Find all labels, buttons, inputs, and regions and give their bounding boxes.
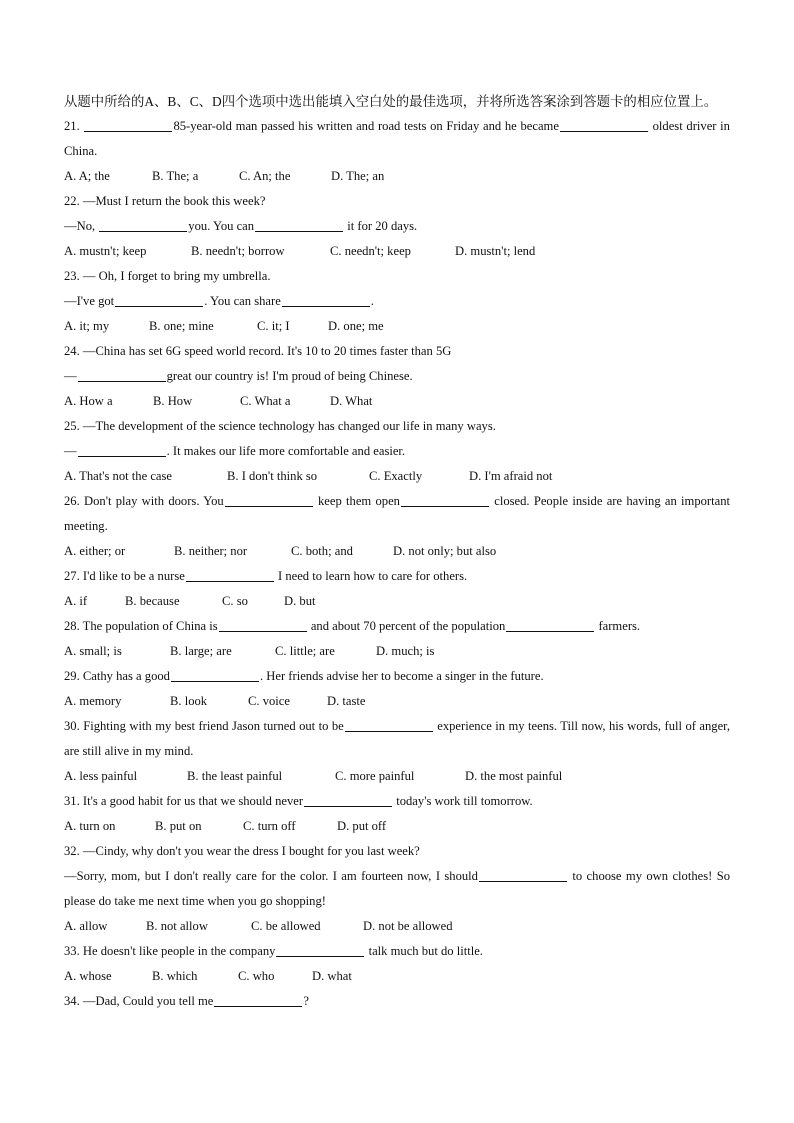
option-d: D. but <box>284 594 316 608</box>
option-d: D. what <box>312 969 352 983</box>
question-27 <box>64 564 730 589</box>
option-c: C. so <box>222 594 248 608</box>
reply-text: you. You can <box>188 219 255 233</box>
answer-blank <box>171 668 259 682</box>
option-a: A. turn on <box>64 819 116 833</box>
answer-blank <box>78 443 166 457</box>
option-a: A. mustn't; keep <box>64 244 147 258</box>
answer-blank <box>99 218 187 232</box>
options-24 <box>64 389 730 414</box>
option-b: B. look <box>170 694 208 708</box>
options-30 <box>64 764 730 789</box>
option-a: A. That's not the case <box>64 469 173 483</box>
question-30 <box>64 714 730 764</box>
option-c: C. both; and <box>291 544 353 558</box>
answer-blank <box>255 218 343 232</box>
option-a: A. if <box>64 594 88 608</box>
question-text: ? <box>303 994 309 1008</box>
option-d: D. one; me <box>328 319 384 333</box>
reply-text: . It makes our life more comfortable and easier. <box>166 444 406 458</box>
exam-page <box>64 89 730 1014</box>
instruction-text: 从题中所给的A、B、C、D四个选项中选出能填入空白处的最佳选项，并将所选答案涂到答题卡的相应位置上。 <box>64 94 718 109</box>
option-a: A. How a <box>64 394 113 408</box>
question-25-reply <box>64 439 730 464</box>
option-d: D. I'm afraid not <box>469 469 553 483</box>
reply-text: to choose my own clothes! So please do take me next time when you go shopping! <box>64 869 730 908</box>
option-c: C. more painful <box>335 769 415 783</box>
option-d: D. not only; but also <box>393 544 497 558</box>
question-text: keep them open <box>317 494 400 508</box>
options-21 <box>64 164 730 189</box>
question-text: talk much but do little. <box>368 944 483 958</box>
question-text: 31. It's a good habit for us that we should never <box>64 794 304 808</box>
options-29 <box>64 689 730 714</box>
answer-blank <box>276 943 364 957</box>
option-c: C. voice <box>248 694 290 708</box>
question-number: 21. <box>64 119 80 133</box>
option-c: C. What a <box>240 394 291 408</box>
question-28 <box>64 614 730 639</box>
answer-blank <box>214 993 302 1007</box>
question-32-reply <box>64 864 730 914</box>
option-d: D. the most painful <box>465 769 563 783</box>
option-c: C. be allowed <box>251 919 321 933</box>
option-b: B. put on <box>155 819 202 833</box>
question-34 <box>64 989 730 1014</box>
option-d: D. taste <box>327 694 366 708</box>
reply-text: great our country is! I'm proud of being Chinese. <box>166 369 413 383</box>
options-33 <box>64 964 730 989</box>
question-31 <box>64 789 730 814</box>
question-text: 30. Fighting with my best friend Jason turned out to be <box>64 719 344 733</box>
question-26 <box>64 489 730 539</box>
option-a: A. A; the <box>64 169 110 183</box>
question-22-reply <box>64 214 730 239</box>
answer-blank <box>506 618 594 632</box>
reply-text: . <box>370 294 374 308</box>
reply-text: . You can share <box>204 294 281 308</box>
options-23 <box>64 314 730 339</box>
question-25: 25. —The development of the science technology has changed our life in many ways. <box>64 419 496 433</box>
answer-blank <box>401 493 489 507</box>
reply-text: —I've got <box>64 294 115 308</box>
option-b: B. which <box>152 969 198 983</box>
option-d: D. mustn't; lend <box>455 244 536 258</box>
answer-blank <box>304 793 392 807</box>
option-d: D. much; is <box>376 644 435 658</box>
answer-blank <box>115 293 203 307</box>
question-24-reply <box>64 364 730 389</box>
option-a: A. allow <box>64 919 108 933</box>
option-b: B. neither; nor <box>174 544 248 558</box>
question-23-reply <box>64 289 730 314</box>
options-32 <box>64 914 730 939</box>
option-c: C. little; are <box>275 644 335 658</box>
option-d: D. not be allowed <box>363 919 453 933</box>
question-text: today's work till tomorrow. <box>396 794 533 808</box>
option-c: C. who <box>238 969 275 983</box>
question-29 <box>64 664 730 689</box>
question-32: 32. —Cindy, why don't you wear the dress I bought for you last week? <box>64 844 420 858</box>
option-d: D. put off <box>337 819 387 833</box>
question-22: 22. —Must I return the book this week? <box>64 194 266 208</box>
question-text: 26. Don't play with doors. You <box>64 494 224 508</box>
reply-text: — <box>64 369 77 383</box>
answer-blank <box>345 718 433 732</box>
option-a: A. small; is <box>64 644 122 658</box>
answer-blank <box>219 618 307 632</box>
options-22 <box>64 239 730 264</box>
answer-blank <box>479 868 567 882</box>
option-c: C. turn off <box>243 819 296 833</box>
question-text: farmers. <box>598 619 641 633</box>
option-a: A. less painful <box>64 769 138 783</box>
question-text: closed. People inside are having an important meeting. <box>64 494 731 533</box>
question-21 <box>64 114 730 164</box>
option-a: A. memory <box>64 694 122 708</box>
option-b: B. How <box>153 394 193 408</box>
option-b: B. because <box>125 594 180 608</box>
options-25 <box>64 464 730 489</box>
question-24: 24. —China has set 6G speed world record. It's 10 to 20 times faster than 5G <box>64 344 452 358</box>
option-b: B. I don't think so <box>227 469 318 483</box>
answer-blank <box>84 118 172 132</box>
question-text: . Her friends advise her to become a singer in the future. <box>259 669 544 683</box>
option-b: B. needn't; borrow <box>191 244 285 258</box>
option-c: C. needn't; keep <box>330 244 411 258</box>
question-text: 85-year-old man passed his written and road tests on Friday and he became <box>173 119 559 133</box>
reply-text: —No, <box>64 219 96 233</box>
option-c: C. An; the <box>239 169 291 183</box>
answer-blank <box>282 293 370 307</box>
reply-text: it for 20 days. <box>347 219 418 233</box>
options-27 <box>64 589 730 614</box>
options-26 <box>64 539 730 564</box>
question-text: 29. Cathy has a good <box>64 669 170 683</box>
question-33 <box>64 939 730 964</box>
question-text: 27. I'd like to be a nurse <box>64 569 185 583</box>
answer-blank <box>78 368 166 382</box>
option-a: A. it; my <box>64 319 110 333</box>
option-a: A. whose <box>64 969 112 983</box>
option-b: B. one; mine <box>149 319 214 333</box>
options-28 <box>64 639 730 664</box>
question-text: experience in my teens. Till now, his words, full of anger, are still alive in my mind. <box>64 719 731 758</box>
option-b: B. the least painful <box>187 769 283 783</box>
answer-blank <box>186 568 274 582</box>
question-text: 33. He doesn't like people in the company <box>64 944 276 958</box>
question-text: and about 70 percent of the population <box>310 619 506 633</box>
option-c: C. it; I <box>257 319 290 333</box>
question-text: oldest driver in China. <box>64 119 730 158</box>
reply-text: — <box>64 444 77 458</box>
option-d: D. The; an <box>331 169 385 183</box>
question-text: 28. The population of China is <box>64 619 218 633</box>
question-23: 23. — Oh, I forget to bring my umbrella. <box>64 269 271 283</box>
option-c: C. Exactly <box>369 469 423 483</box>
answer-blank <box>560 118 648 132</box>
options-31 <box>64 814 730 839</box>
option-d: D. What <box>330 394 373 408</box>
answer-blank <box>225 493 313 507</box>
reply-text: —Sorry, mom, but I don't really care for the color. I am fourteen now, I should <box>64 869 478 883</box>
option-b: B. The; a <box>152 169 199 183</box>
question-text: 34. —Dad, Could you tell me <box>64 994 214 1008</box>
option-a: A. either; or <box>64 544 126 558</box>
question-text: I need to learn how to care for others. <box>277 569 468 583</box>
option-b: B. not allow <box>146 919 208 933</box>
option-b: B. large; are <box>170 644 232 658</box>
